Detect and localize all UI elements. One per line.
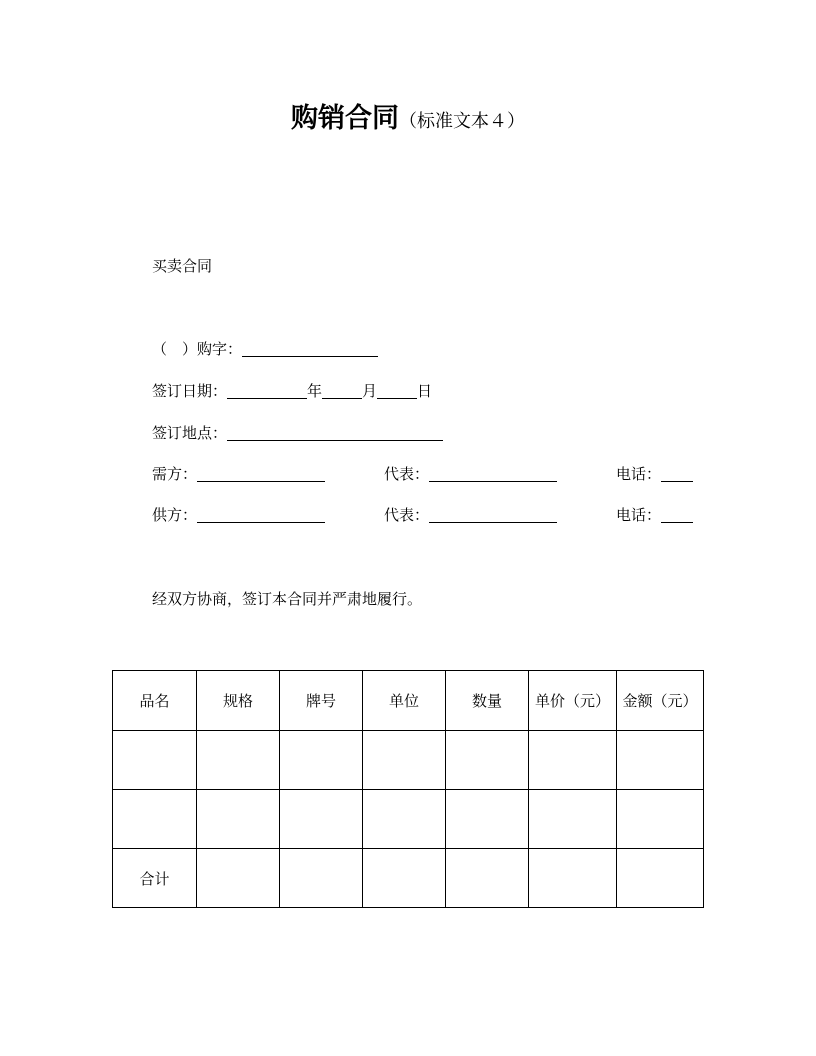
table-cell[interactable] bbox=[280, 849, 363, 908]
table-header-row bbox=[113, 671, 704, 731]
table-cell[interactable] bbox=[280, 731, 363, 790]
title-sub: （标准文本４） bbox=[399, 111, 525, 132]
table-cell[interactable] bbox=[363, 731, 446, 790]
buyer-phone-blank[interactable] bbox=[661, 465, 693, 482]
year-blank[interactable] bbox=[227, 382, 307, 399]
month-blank[interactable] bbox=[322, 382, 362, 399]
buyer-blank[interactable] bbox=[197, 465, 325, 482]
contract-number-label: （ ）购字： bbox=[152, 340, 243, 358]
table-cell[interactable] bbox=[197, 790, 280, 849]
header-cell-quantity: 数量 bbox=[446, 671, 529, 731]
table-cell[interactable] bbox=[617, 790, 704, 849]
day-label: 日 bbox=[417, 382, 433, 400]
header-cell-spec: 规格 bbox=[197, 671, 280, 731]
table-row bbox=[113, 790, 704, 849]
month-label: 月 bbox=[362, 382, 378, 400]
table-cell[interactable] bbox=[529, 849, 617, 908]
day-blank[interactable] bbox=[377, 382, 417, 399]
table-total-row bbox=[113, 849, 704, 908]
table-cell[interactable] bbox=[280, 790, 363, 849]
table-cell[interactable] bbox=[197, 731, 280, 790]
sign-place-blank[interactable] bbox=[227, 424, 443, 441]
year-label: 年 bbox=[307, 382, 323, 400]
header-cell-amount: 金额（元） bbox=[617, 671, 704, 731]
header-cell-name: 品名 bbox=[113, 671, 197, 731]
supplier-label: 供方： bbox=[152, 506, 198, 524]
table-cell[interactable] bbox=[197, 849, 280, 908]
supplier-rep-line bbox=[384, 505, 557, 525]
supplier-blank[interactable] bbox=[197, 506, 325, 523]
page-title bbox=[0, 96, 816, 135]
supplier-line bbox=[152, 505, 325, 525]
contract-number-blank[interactable] bbox=[242, 340, 378, 357]
table-cell[interactable] bbox=[617, 731, 704, 790]
sign-date-label: 签订日期： bbox=[152, 382, 228, 400]
table-row bbox=[113, 731, 704, 790]
table-cell[interactable] bbox=[113, 790, 197, 849]
header-cell-unit: 单位 bbox=[363, 671, 446, 731]
buyer-label: 需方： bbox=[152, 465, 198, 483]
sign-place-label: 签订地点： bbox=[152, 424, 228, 442]
sign-place-line bbox=[152, 423, 443, 443]
table-cell[interactable] bbox=[446, 731, 529, 790]
sign-date-line bbox=[152, 381, 432, 401]
table-cell[interactable] bbox=[113, 731, 197, 790]
contract-number-line bbox=[152, 339, 378, 359]
buyer-line bbox=[152, 464, 325, 484]
title-main: 购销合同 bbox=[291, 103, 399, 134]
buyer-rep-line bbox=[384, 464, 557, 484]
agreement-text: 经双方协商，签订本合同并严肃地履行。 bbox=[152, 590, 423, 608]
buyer-phone-line bbox=[616, 464, 693, 484]
supplier-rep-label: 代表： bbox=[384, 506, 430, 524]
table-cell[interactable] bbox=[529, 790, 617, 849]
supplier-phone-line bbox=[616, 505, 693, 525]
table-cell[interactable] bbox=[363, 849, 446, 908]
items-table bbox=[112, 670, 704, 908]
buyer-phone-label: 电话： bbox=[616, 465, 662, 483]
table-cell[interactable] bbox=[617, 849, 704, 908]
supplier-rep-blank[interactable] bbox=[429, 506, 557, 523]
document-subtitle: 买卖合同 bbox=[152, 257, 213, 275]
total-label-cell: 合计 bbox=[113, 849, 197, 908]
header-cell-brand: 牌号 bbox=[280, 671, 363, 731]
table-cell[interactable] bbox=[363, 790, 446, 849]
buyer-rep-label: 代表： bbox=[384, 465, 430, 483]
table-cell[interactable] bbox=[446, 790, 529, 849]
table-cell[interactable] bbox=[529, 731, 617, 790]
buyer-rep-blank[interactable] bbox=[429, 465, 557, 482]
header-cell-unit-price: 单价（元） bbox=[529, 671, 617, 731]
supplier-phone-blank[interactable] bbox=[661, 506, 693, 523]
table-cell[interactable] bbox=[446, 849, 529, 908]
supplier-phone-label: 电话： bbox=[616, 506, 662, 524]
